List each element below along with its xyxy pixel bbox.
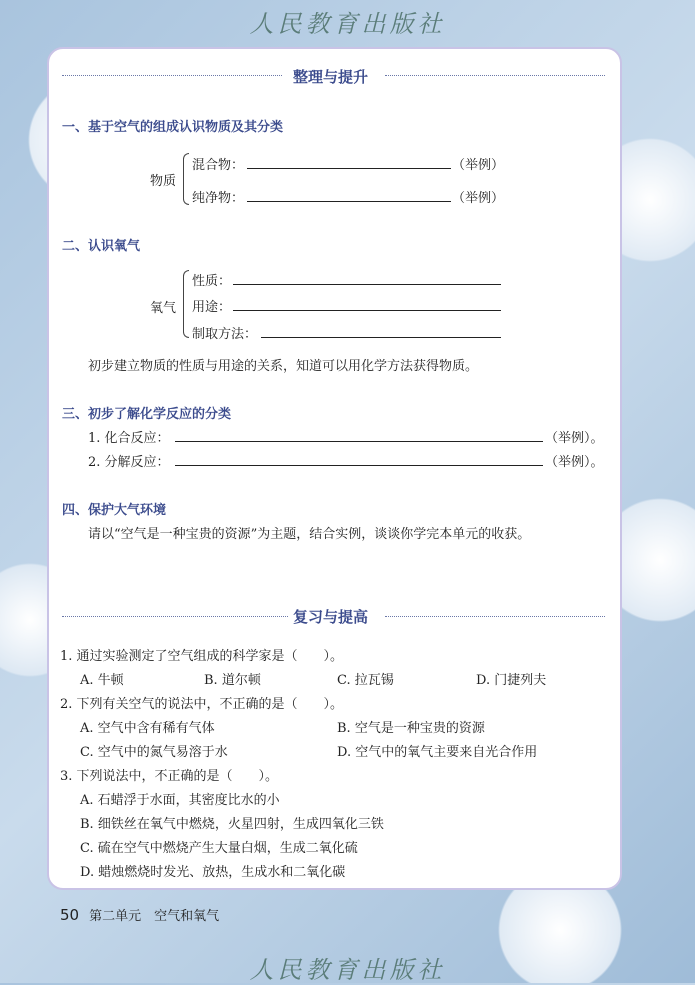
item-label: 1. 化合反应： [88,431,170,446]
answer-blank[interactable] [233,310,501,311]
option[interactable]: A. 牛顿 [80,673,124,688]
divider [385,75,605,76]
section-title: 复习与提高 [293,608,369,626]
answer-blank[interactable] [261,337,501,338]
option[interactable]: C. 拉瓦锡 [337,673,394,688]
heading-2: 二、认识氧气 [62,239,141,254]
divider [62,75,282,76]
prompt-text: 请以“空气是一种宝贵的资源”为主题，结合实例，谈谈你学完本单元的收获。 [88,527,531,542]
question-stem: 3. 下列说法中，不正确的是（ ）。 [60,769,279,784]
answer-blank[interactable] [233,284,501,285]
divider [62,616,288,617]
example-label: （举例）。 [545,455,604,470]
item-label: 纯净物： [192,191,245,206]
option[interactable]: D. 空气中的氧气主要来自光合作用 [337,745,538,760]
publisher-watermark: 人民教育出版社 [249,956,446,984]
divider [385,616,605,617]
example-label: （举例）。 [545,431,604,446]
answer-blank[interactable] [175,441,543,442]
item-label: 2. 分解反应： [88,455,170,470]
item-label: 混合物： [192,158,245,173]
answer-blank[interactable] [247,201,451,202]
option[interactable]: A. 石蜡浮于水面，其密度比水的小 [80,793,280,808]
question-stem: 1. 通过实验测定了空气组成的科学家是（ ）。 [60,649,344,664]
option[interactable]: B. 空气是一种宝贵的资源 [337,721,485,736]
option[interactable]: D. 蜡烛燃烧时发光、放热，生成水和二氧化碳 [80,865,346,880]
option[interactable]: B. 细铁丝在氧气中燃烧，火星四射，生成四氧化三铁 [80,817,384,832]
page-footer [60,905,219,924]
brace [183,270,189,338]
item-label: 性质： [192,274,232,289]
page-number: 50 [60,906,80,924]
option[interactable]: A. 空气中含有稀有气体 [80,721,215,736]
question-stem: 2. 下列有关空气的说法中，不正确的是（ ）。 [60,697,344,712]
option[interactable]: C. 空气中的氮气易溶于水 [80,745,228,760]
unit-title: 第二单元 空气和氧气 [89,909,220,924]
answer-blank[interactable] [175,465,543,466]
note-text: 初步建立物质的性质与用途的关系，知道可以用化学方法获得物质。 [88,359,479,374]
option[interactable]: B. 道尔顿 [204,673,261,688]
group-label: 氧气 [150,301,177,316]
heading-1: 一、基于空气的组成认识物质及其分类 [62,120,284,135]
item-label: 用途： [192,300,232,315]
option[interactable]: C. 硫在空气中燃烧产生大量白烟，生成二氧化硫 [80,841,358,856]
heading-4: 四、保护大气环境 [62,503,167,518]
publisher-watermark: 人民教育出版社 [249,10,446,38]
answer-blank[interactable] [247,168,451,169]
option[interactable]: D. 门捷列夫 [476,673,547,688]
heading-3: 三、初步了解化学反应的分类 [62,407,232,422]
group-label: 物质 [150,174,177,189]
item-label: 制取方法： [192,327,258,342]
section-title: 整理与提升 [293,68,369,86]
example-label: （举例） [452,158,505,173]
example-label: （举例） [452,191,505,206]
brace [183,153,189,205]
